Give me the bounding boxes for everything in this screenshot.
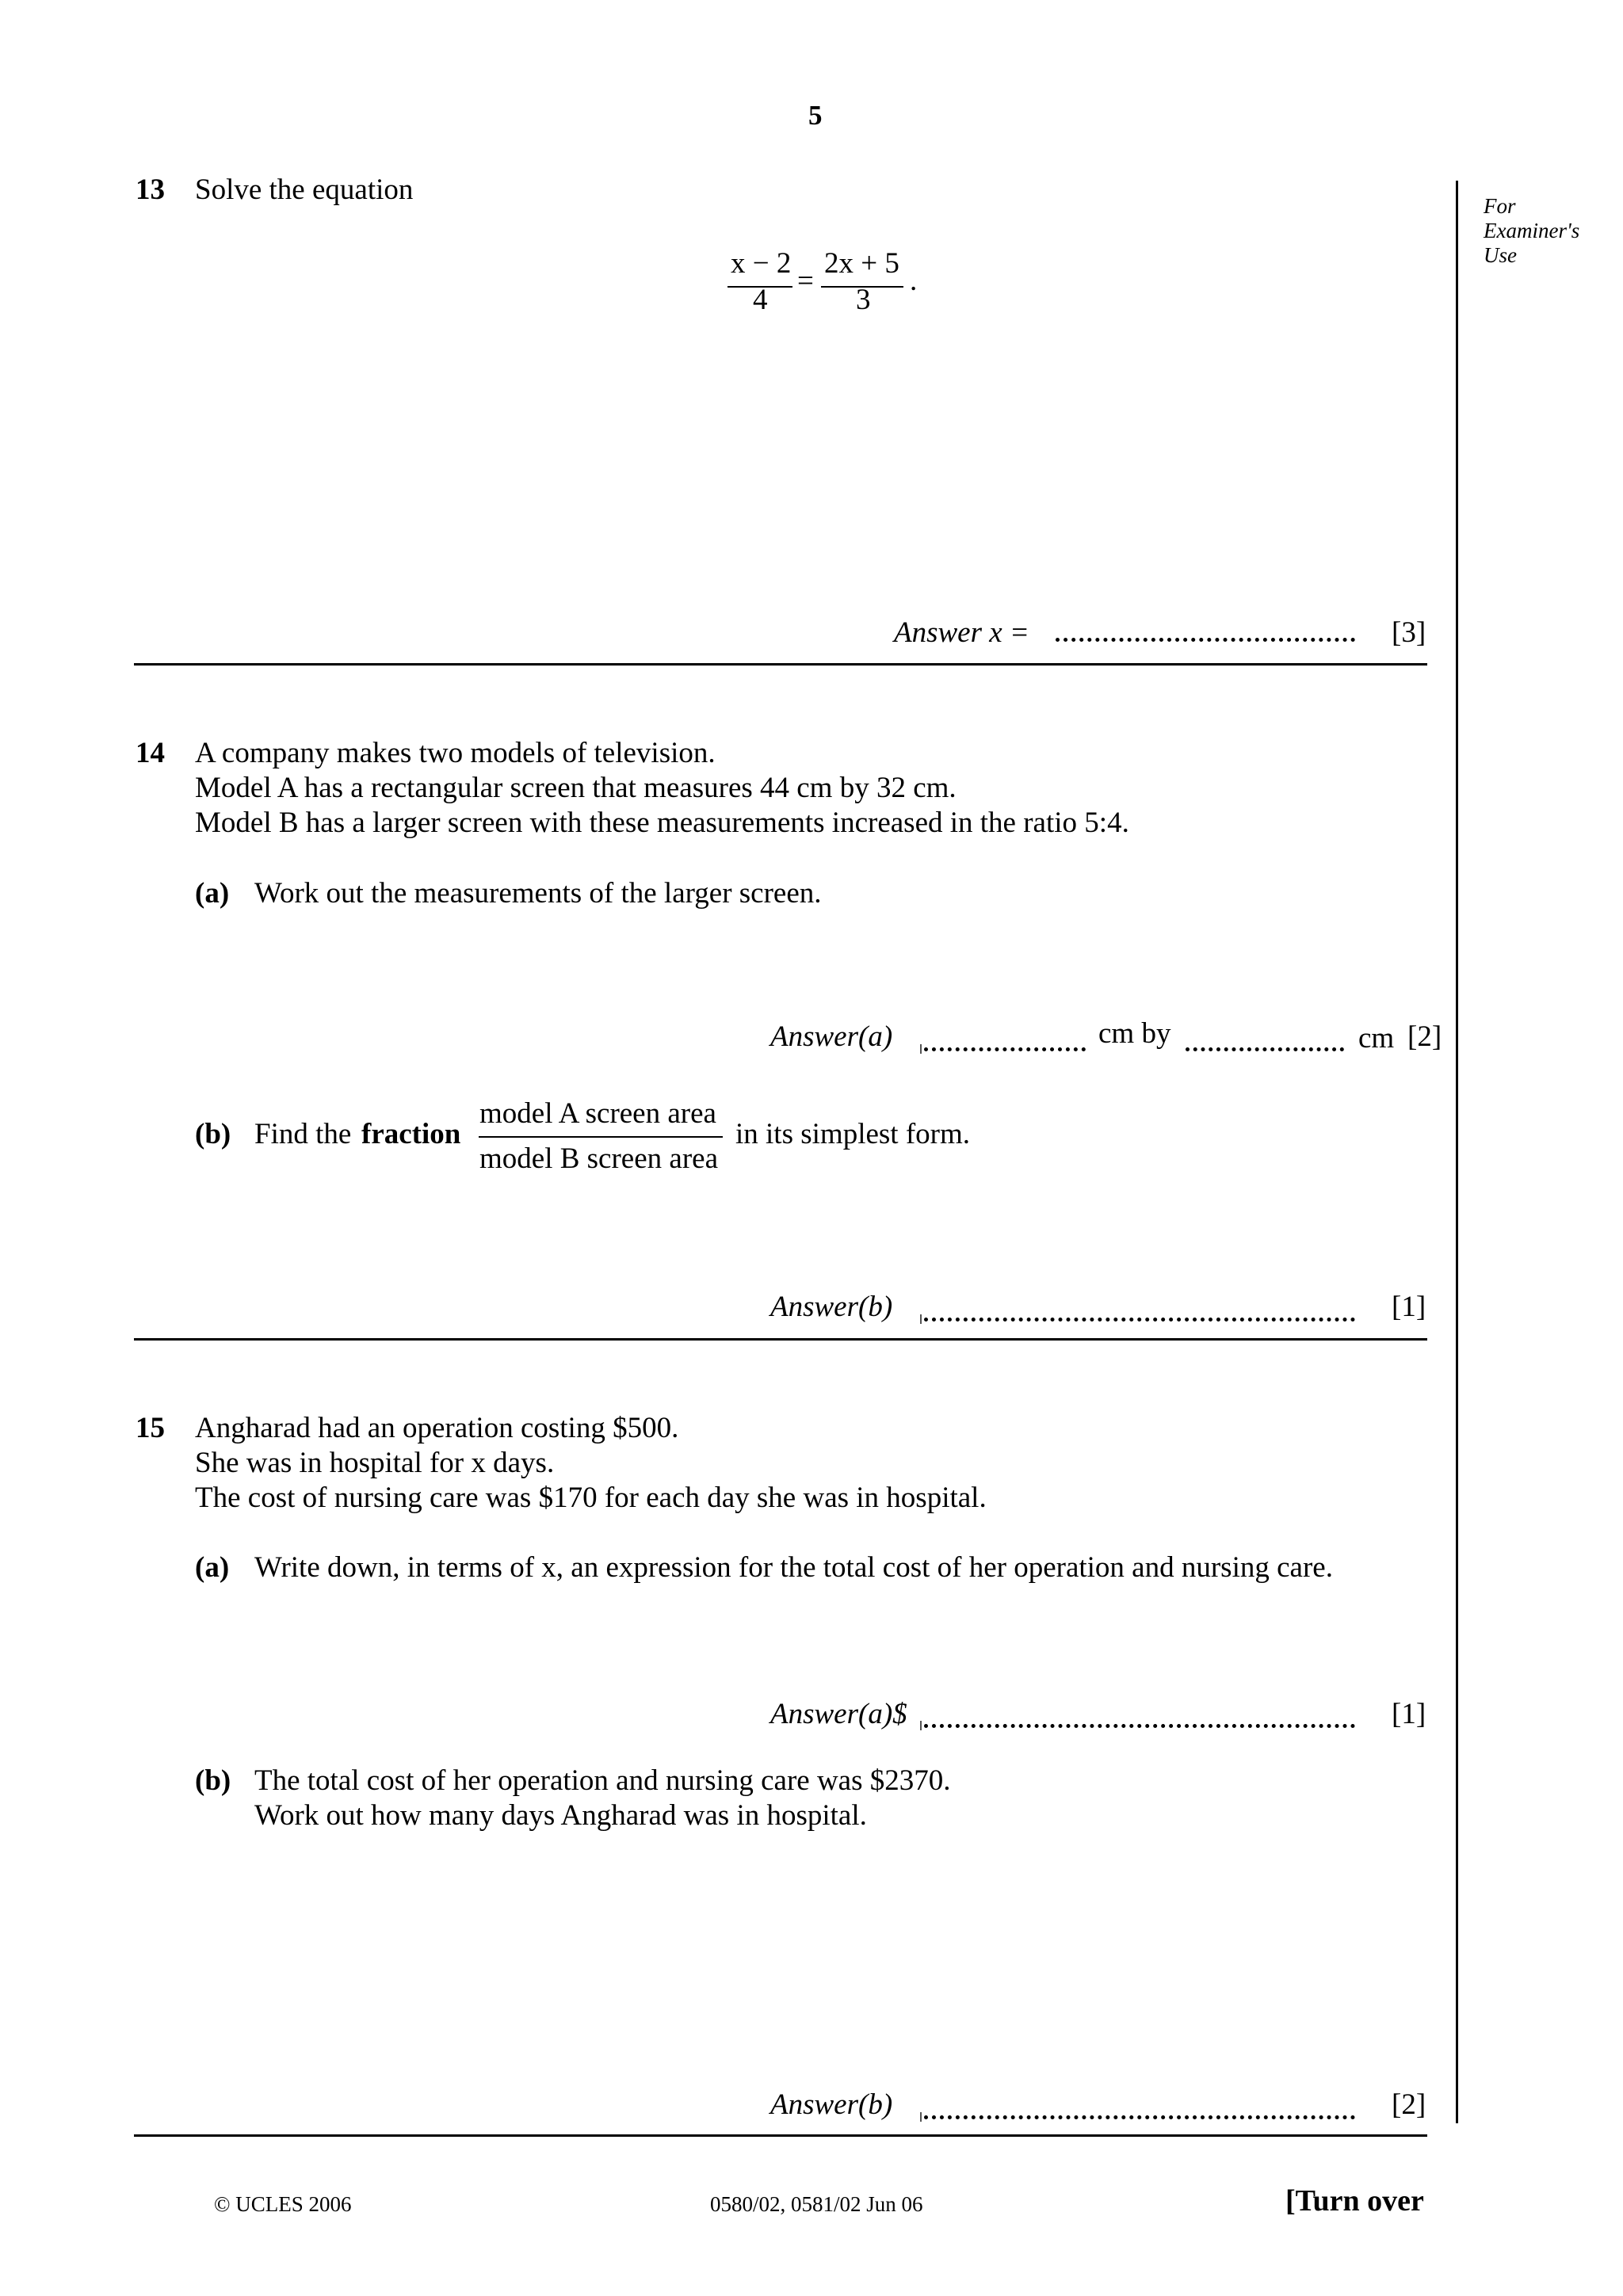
eq-rhs-numerator: 2x + 5	[824, 247, 899, 280]
q14a-answer-label: Answer(a)	[770, 1020, 893, 1053]
examiner-use-note	[1484, 194, 1579, 268]
q15a-answer-line[interactable]	[924, 1724, 1355, 1728]
page-number: 5	[808, 100, 823, 131]
q14a-answer-line-1[interactable]	[924, 1047, 1086, 1051]
q14b-answer-label: Answer(b)	[770, 1291, 893, 1323]
fraction-numerator-text: model A screen area	[479, 1097, 716, 1130]
q14-line: Model A has a rectangular screen that measures 44 cm by 32 cm.	[195, 772, 957, 804]
q14b-fraction-bar	[479, 1136, 723, 1138]
margin-note-line: For	[1484, 194, 1516, 218]
divider	[134, 663, 1427, 666]
footer-paper-code: 0580/02, 0581/02 Jun 06	[710, 2192, 923, 2216]
q14b-fraction-numerator	[479, 1097, 716, 1131]
q14a-unit-cm: cm	[1358, 1022, 1395, 1055]
q14b-text-pre: Find the	[254, 1118, 352, 1150]
q15b-line: Work out how many days Angharad was in hospital.	[254, 1799, 867, 1832]
margin-note-line: Examiner's	[1484, 219, 1580, 242]
eq-lhs-denominator: 4	[753, 284, 768, 316]
q14a-text: Work out the measurements of the larger screen.	[254, 877, 822, 910]
answer-line-start	[920, 1044, 922, 1054]
q14-line: Model B has a larger screen with these measurements increased in the ratio 5:4.	[195, 807, 1129, 839]
footer-copyright: © UCLES 2006	[214, 2192, 352, 2216]
q15a-text: Write down, in terms of x, an expression for the total cost of her operation and nursing care.	[254, 1551, 1333, 1584]
q15a-marks: [1]	[1392, 1698, 1426, 1730]
question-number-15: 15	[136, 1412, 165, 1444]
question-number-14: 14	[136, 737, 165, 769]
eq-lhs-numerator: x − 2	[731, 247, 792, 280]
examiner-margin-rule	[1456, 181, 1458, 2123]
q15b-line: The total cost of her operation and nursing care was $2370.	[254, 1764, 951, 1797]
q15-line: She was in hospital for x days.	[195, 1447, 555, 1479]
eq-equals: =	[797, 265, 814, 297]
q15b-answer-label: Answer(b)	[770, 2088, 893, 2121]
answer-line-start	[920, 2112, 922, 2122]
q13-answer-line[interactable]	[1056, 638, 1355, 642]
turn-over: [Turn over	[1285, 2184, 1424, 2218]
q15b-label: (b)	[195, 1764, 231, 1797]
q13-stem: Solve the equation	[195, 174, 414, 206]
answer-line-start	[920, 1314, 922, 1324]
q14-line: A company makes two models of television.	[195, 737, 716, 769]
eq-rhs-denominator: 3	[856, 284, 871, 316]
q14a-label: (a)	[195, 877, 230, 910]
q15b-marks: [2]	[1392, 2088, 1426, 2121]
q15a-answer-label: Answer(a)$	[770, 1698, 907, 1730]
q14b-answer-line[interactable]	[924, 1318, 1355, 1322]
eq-full-stop: .	[910, 265, 918, 297]
q14b-text-post: in its simplest form.	[735, 1118, 970, 1150]
q15b-answer-line[interactable]	[924, 2115, 1355, 2119]
q14a-marks: [2]	[1407, 1020, 1442, 1053]
question-number-13: 13	[136, 174, 165, 206]
answer-line-start	[920, 1721, 922, 1730]
q14a-answer-line-2[interactable]	[1186, 1047, 1344, 1051]
q14b-label: (b)	[195, 1118, 231, 1150]
q13-answer-label: Answer x =	[894, 616, 1029, 649]
q15a-label: (a)	[195, 1551, 230, 1584]
q15-line: The cost of nursing care was $170 for each day she was in hospital.	[195, 1482, 987, 1514]
q14a-unit-cm-by: cm by	[1098, 1017, 1171, 1050]
fraction-denominator-text: model B screen area	[479, 1142, 718, 1175]
divider	[134, 1338, 1427, 1341]
q14b-text-bold: fraction	[361, 1118, 461, 1150]
divider	[134, 2134, 1427, 2137]
margin-note-line: Use	[1484, 243, 1517, 267]
q15-line: Angharad had an operation costing $500.	[195, 1412, 679, 1444]
q14b-marks: [1]	[1392, 1291, 1426, 1323]
q13-marks: [3]	[1392, 616, 1426, 649]
q14b-fraction-denominator	[479, 1142, 718, 1177]
